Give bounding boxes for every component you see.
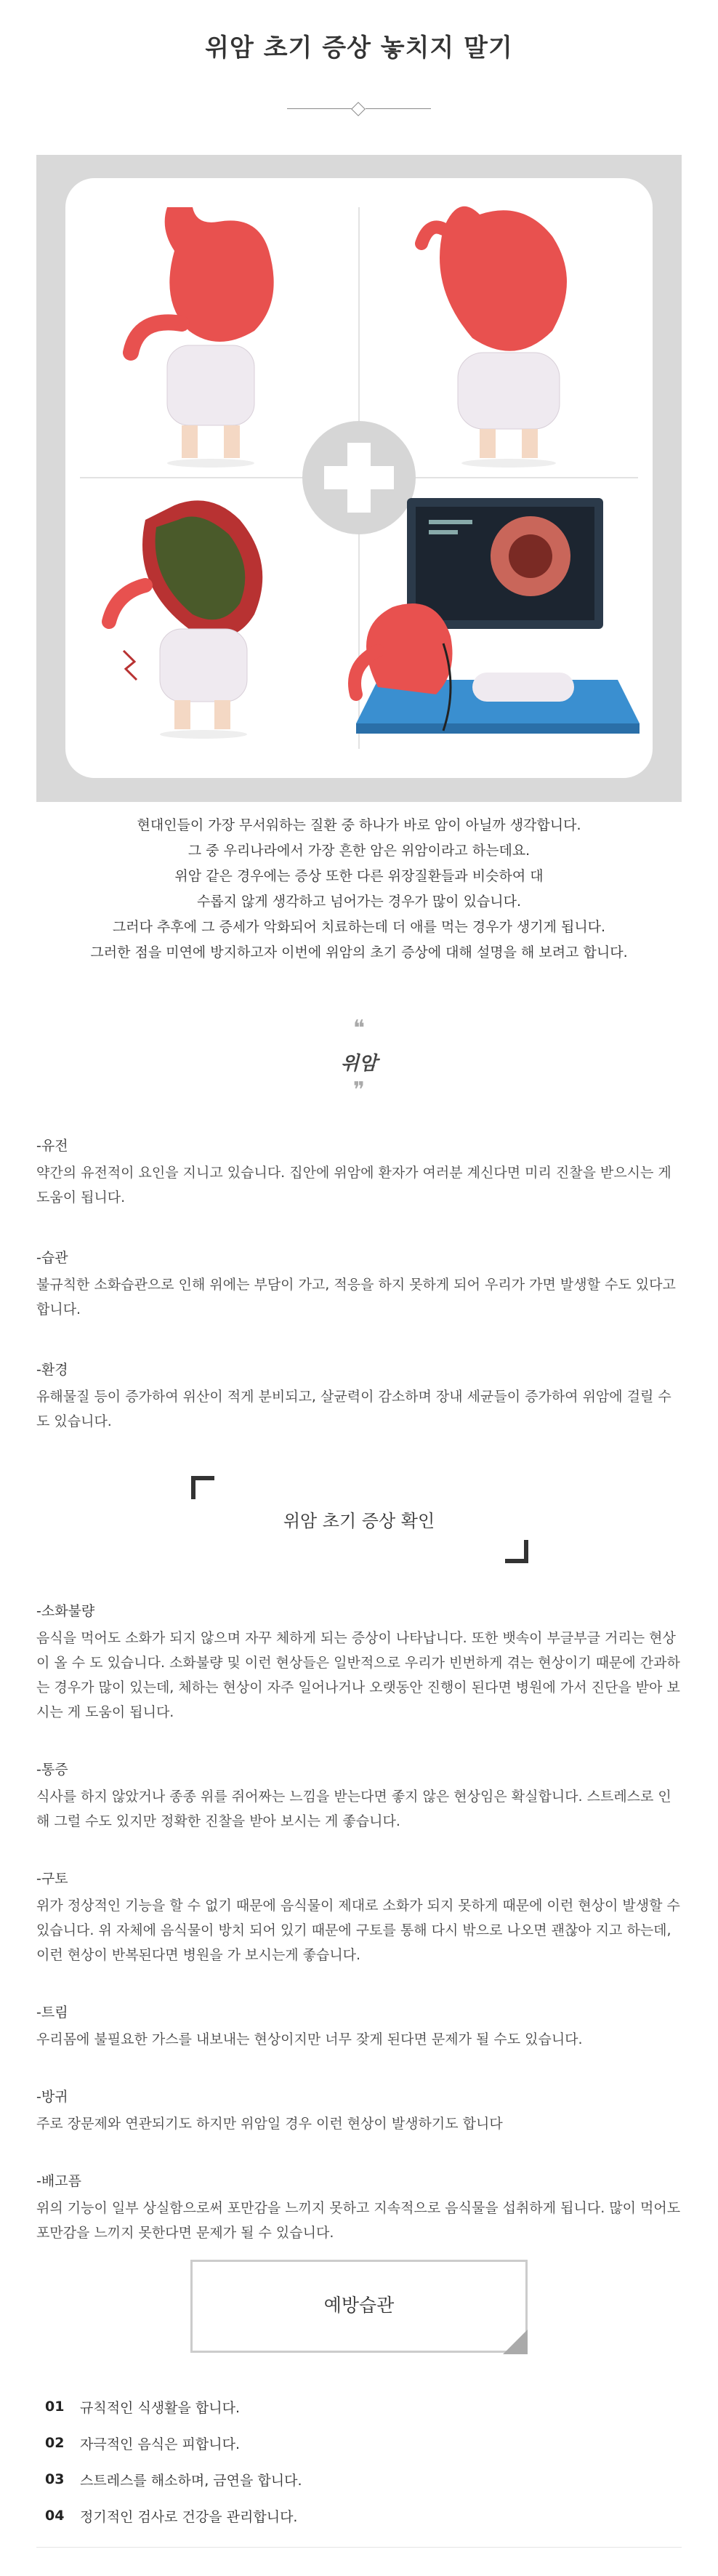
hero-card (65, 178, 653, 778)
cause-item (36, 1134, 682, 1210)
habit-text: 스트레스를 해소하며, 금연을 합니다. (80, 2472, 302, 2489)
symptom-body: 음식을 먹어도 소화가 되지 않으며 자꾸 체하게 되는 증상이 나타납니다. 또한 뱃속이 부글부글 거리는 현상이 올 수 도 있습니다. 소화불량 및 이런 현상들은 일반적으로 우리가 빈번하게 겪는 현상이기 때문에 간과하는 경우가 많이 있는데, 체하는 현상이 자주 일어나거나 오랫동안 진행이 된다면 병원에 가서 진단을 받아 보시는 게 도움이 됩니다. (36, 1630, 680, 1720)
medical-cross-icon (302, 421, 416, 534)
symptom-body: 우리몸에 불필요한 가스를 내보내는 현상이지만 너무 잦게 된다면 문제가 될 수도 있습니다. (36, 2031, 583, 2047)
intro-line: 수롭지 않게 생각하고 넘어가는 경우가 많이 있습니다. (196, 894, 522, 910)
symptom-heading: -방귀 (36, 2089, 68, 2105)
symptoms-list (36, 1600, 682, 2245)
intro-line: 그러한 점을 미연에 방지하고자 이번에 위암의 초기 증상에 대해 설명을 해 보려고 합니다. (90, 944, 628, 960)
symptoms-section-header (0, 1476, 718, 1570)
habit-item (45, 2425, 682, 2461)
stomach-character-back-icon (421, 206, 567, 468)
habit-item (45, 2461, 682, 2497)
endoscopy-monitor-icon (407, 498, 603, 629)
page-fold-icon (478, 2330, 528, 2354)
prevention-title-frame (190, 2260, 528, 2353)
title-divider (287, 102, 431, 116)
habit-number: 04 (45, 2508, 65, 2524)
intro-line: 그 중 우리나라에서 가장 흔한 암은 위암이라고 하는데요. (187, 843, 531, 859)
habit-text: 규칙적인 식생활을 합니다. (80, 2399, 241, 2416)
causes-list (36, 1134, 682, 1470)
symptom-heading: -배고픔 (36, 2173, 81, 2189)
cause-section-header (0, 1018, 718, 1102)
symptom-item (36, 2085, 682, 2136)
hero-illustration (36, 155, 682, 802)
habit-text: 자극적인 음식은 피합니다. (80, 2436, 241, 2452)
habit-number: 01 (45, 2399, 65, 2415)
symptom-heading: -구토 (36, 1871, 68, 1887)
cause-heading: -습관 (36, 1250, 68, 1266)
cause-heading: -유전 (36, 1138, 68, 1154)
intro-line: 위암 같은 경우에는 증상 또한 다른 위장질환들과 비슷하여 대 (174, 868, 544, 884)
habit-number: 02 (45, 2435, 65, 2451)
intro-line: 그러다 추후에 그 증세가 악화되어 치료하는데 더 애를 먹는 경우가 생기게 됩니다. (112, 919, 606, 935)
stomach-character-sick-icon (109, 500, 262, 739)
intro-text (36, 813, 682, 966)
cause-heading: -환경 (36, 1362, 68, 1378)
bottom-divider (36, 2547, 682, 2548)
symptom-item (36, 2001, 682, 2052)
page-title: 위암 초기 증상 놓치지 말기 (205, 33, 513, 63)
cause-body: 약간의 유전적이 요인을 지니고 있습니다. 집안에 위암에 환자가 여러분 계신다면 미리 진찰을 받으시는 게 도움이 됩니다. (36, 1165, 671, 1205)
divider-line-right (366, 108, 431, 109)
quote-close-icon: ❞ (352, 1078, 366, 1103)
symptom-item (36, 1867, 682, 1967)
cause-item (36, 1358, 682, 1434)
prevention-section-title: 예방습관 (323, 2295, 395, 2316)
symptom-body: 주로 장문제와 연관되기도 하지만 위암일 경우 이런 현상이 발생하기도 합니다 (36, 2116, 503, 2132)
habit-item (45, 2497, 682, 2534)
stomach-characters-illustration (65, 178, 653, 778)
divider-diamond-icon (351, 102, 366, 116)
symptom-body: 위가 정상적인 기능을 할 수 없기 때문에 음식물이 제대로 소화가 되지 못하게 때문에 이런 현상이 발생할 수 있습니다. 위 자체에 음식물이 방치 되어 있기 때문에 구토를 통해 다시 밖으로 나오면 괜찮아 지고 하는데, 이런 현상이 반복된다면 병원을 가 보시는게 좋습니다. (36, 1898, 680, 1963)
cause-section-title: 위암 (340, 1053, 378, 1075)
bracket-bottom-right-icon (505, 1540, 528, 1563)
symptom-heading: -소화불량 (36, 1603, 95, 1619)
cause-body: 유해물질 등이 증가하여 위산이 적게 분비되고, 살균력이 감소하며 장내 세균들이 증가하여 위암에 걸릴 수도 있습니다. (36, 1389, 671, 1429)
quote-open-icon: ❝ (352, 1016, 366, 1041)
habit-item (45, 2388, 682, 2425)
intro-line: 현대인들이 가장 무서워하는 질환 중 하나가 바로 암이 아닐까 생각합니다. (137, 817, 581, 833)
prevention-habits-list (45, 2388, 682, 2534)
cause-body: 불규칙한 소화습관으로 인해 위에는 부담이 가고, 적응을 하지 못하게 되어 우리가 가면 발생할 수도 있다고 합니다. (36, 1277, 676, 1317)
habit-number: 03 (45, 2471, 65, 2487)
symptom-item (36, 1758, 682, 1834)
habit-text: 정기적인 검사로 건강을 관리합니다. (80, 2508, 298, 2525)
symptom-body: 식사를 하지 않았거나 종종 위를 쥐어짜는 느낌을 받는다면 좋지 않은 현상임은 확실합니다. 스트레스로 인해 그럴 수도 있지만 정확한 진찰을 받아 보시는 게 좋습니다. (36, 1789, 671, 1829)
symptom-item (36, 1600, 682, 1725)
cause-item (36, 1246, 682, 1322)
bracket-top-left-icon (191, 1476, 214, 1499)
symptom-body: 위의 기능이 일부 상실함으로써 포만감을 느끼지 못하고 지속적으로 음식물을 섭취하게 됩니다. 많이 먹어도 포만감을 느끼지 못한다면 문제가 될 수 있습니다. (36, 2200, 681, 2241)
stomach-character-front-icon (131, 207, 274, 468)
divider-line-left (287, 108, 352, 109)
symptom-item (36, 2170, 682, 2245)
symptoms-section-title: 위암 초기 증상 확인 (283, 1511, 435, 1531)
symptom-heading: -통증 (36, 1762, 68, 1778)
prevention-section-header (190, 2260, 528, 2354)
symptom-heading: -트림 (36, 2005, 68, 2021)
